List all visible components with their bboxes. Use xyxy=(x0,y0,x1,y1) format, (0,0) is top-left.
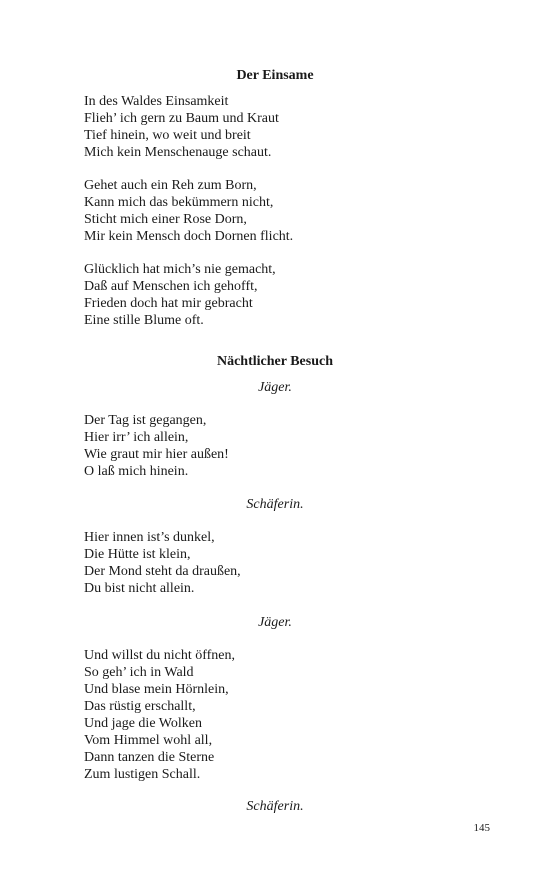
verse-line: Glücklich hat mich’s nie gemacht, xyxy=(84,262,276,277)
verse-line: Du bist nicht allein. xyxy=(84,581,195,596)
stanza xyxy=(84,647,504,783)
verse-line: Hier irr’ ich allein, xyxy=(84,430,189,445)
verse-line: Und blase mein Hörnlein, xyxy=(84,682,229,697)
verse-line: Dann tanzen die Sterne xyxy=(84,750,215,765)
speaker-label: Jäger. xyxy=(258,615,292,630)
verse-line: Sticht mich einer Rose Dorn, xyxy=(84,212,247,227)
verse-line: Der Mond steht da draußen, xyxy=(84,564,241,579)
poem-title: Der Einsame xyxy=(236,68,314,83)
speaker-label: Schäferin. xyxy=(246,799,304,814)
verse-line: Flieh’ ich gern zu Baum und Kraut xyxy=(84,111,279,126)
verse-line: Mir kein Mensch doch Dornen flicht. xyxy=(84,229,294,244)
stanza xyxy=(84,93,504,161)
verse-line: Mich kein Menschenauge schaut. xyxy=(84,145,272,160)
verse-line: Das rüstig erschallt, xyxy=(84,699,196,714)
verse-line: Und jage die Wolken xyxy=(84,716,202,731)
speaker-label: Schäferin. xyxy=(246,497,304,512)
verse-line: Frieden doch hat mir gebracht xyxy=(84,296,253,311)
verse-line: Und willst du nicht öffnen, xyxy=(84,648,236,663)
verse-line: Vom Himmel wohl all, xyxy=(84,733,213,748)
verse-line: Tief hinein, wo weit und breit xyxy=(84,128,251,143)
verse-line: Die Hütte ist klein, xyxy=(84,547,191,562)
verse-line: Daß auf Menschen ich gehofft, xyxy=(84,279,258,294)
verse-line: Der Tag ist gegangen, xyxy=(84,413,207,428)
verse-line: In des Waldes Einsamkeit xyxy=(84,94,229,109)
stanza xyxy=(84,177,504,245)
stanza xyxy=(84,529,504,597)
verse-line: Gehet auch ein Reh zum Born, xyxy=(84,178,257,193)
page-number: 145 xyxy=(473,822,490,834)
verse-line: So geh’ ich in Wald xyxy=(84,665,194,680)
stanza xyxy=(84,412,504,480)
verse-line: Eine stille Blume oft. xyxy=(84,313,204,328)
poem-title: Nächtlicher Besuch xyxy=(216,354,333,369)
speaker-label: Jäger. xyxy=(258,380,292,395)
verse-line: O laß mich hinein. xyxy=(84,464,189,479)
stanza xyxy=(84,261,504,329)
verse-line: Kann mich das bekümmern nicht, xyxy=(84,195,274,210)
verse-line: Zum lustigen Schall. xyxy=(84,767,201,782)
verse-line: Hier innen ist’s dunkel, xyxy=(84,530,215,545)
verse-line: Wie graut mir hier außen! xyxy=(84,447,229,462)
